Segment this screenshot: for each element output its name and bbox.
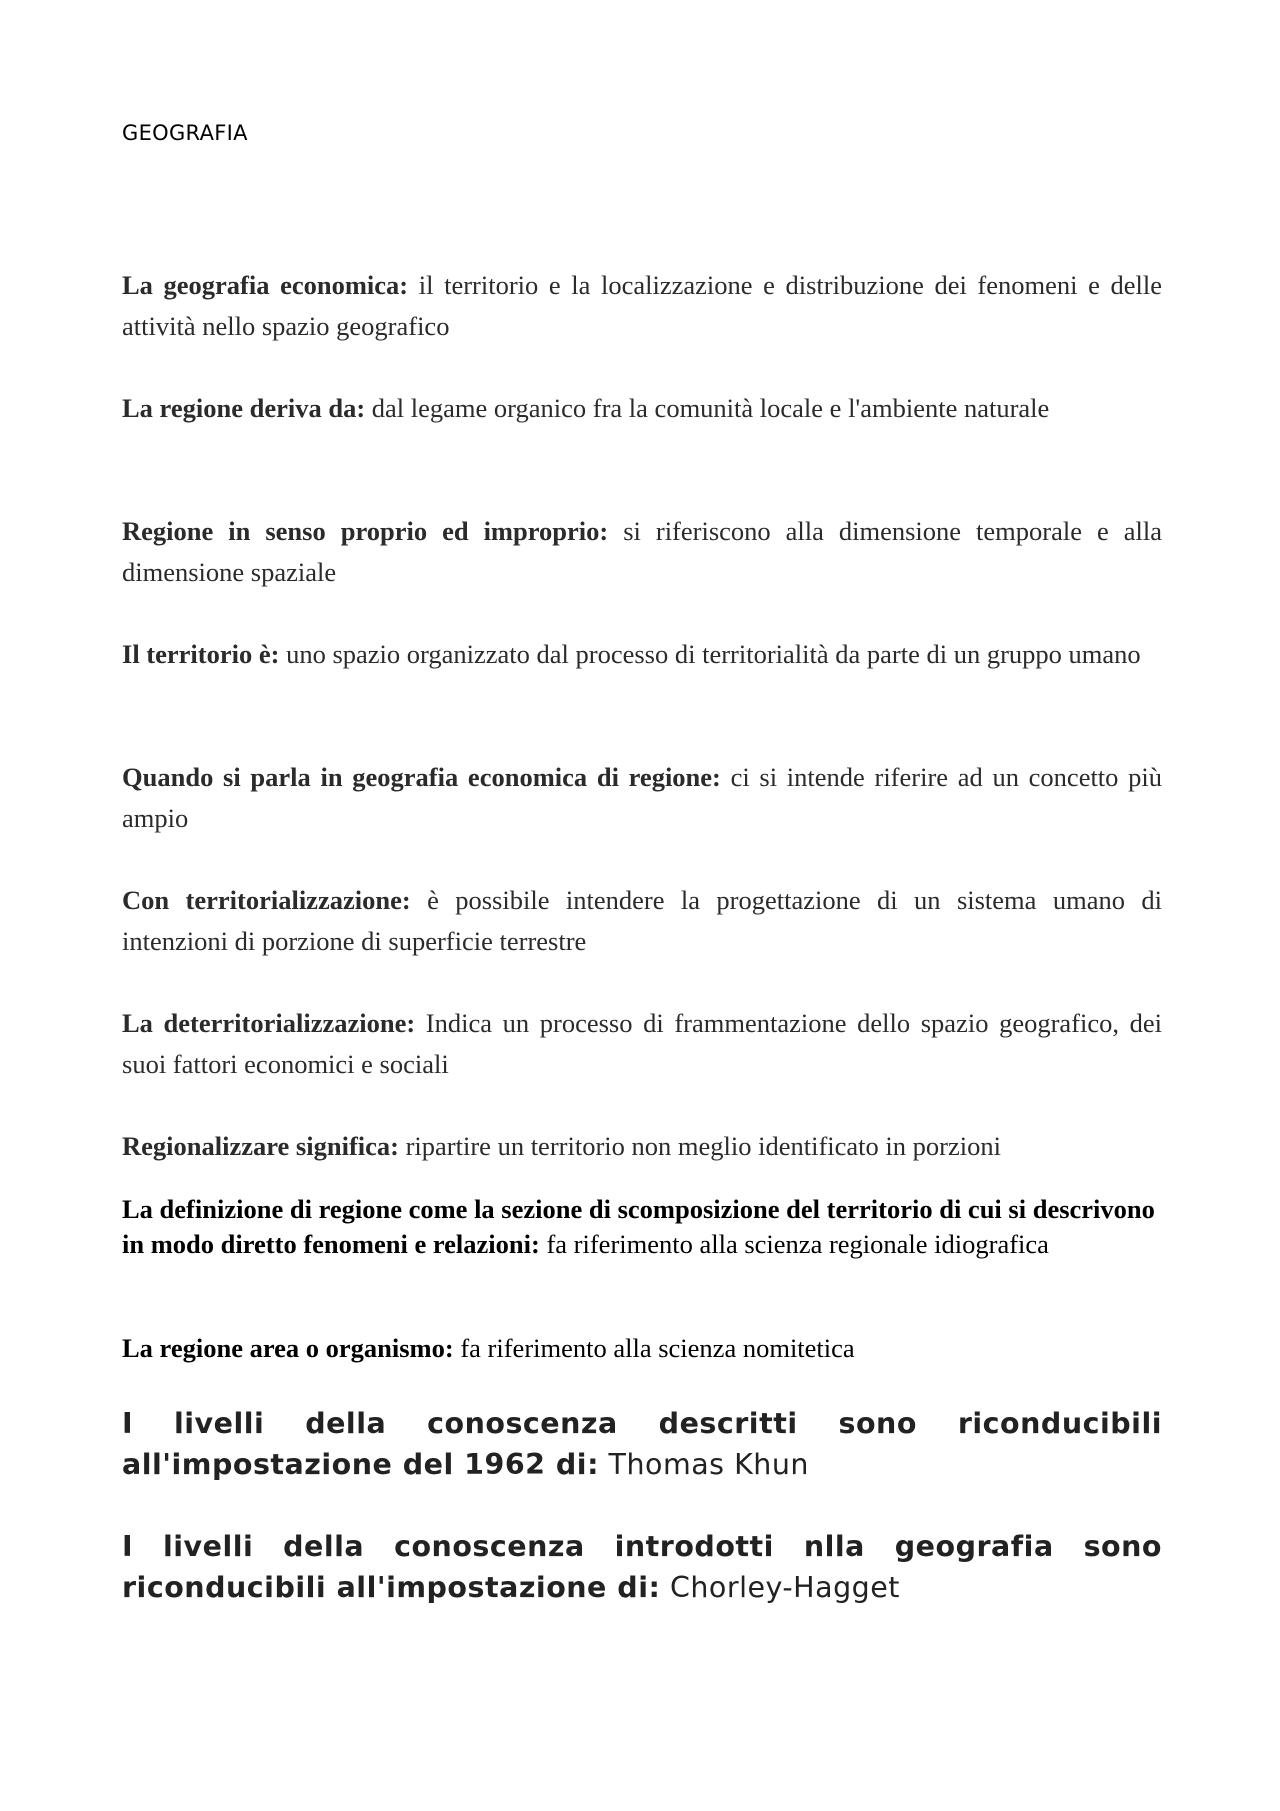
entry-livelli-conoscenza-1962 bbox=[122, 1403, 1162, 1485]
entry-definizione-regione bbox=[122, 1192, 1162, 1262]
entry-text: è possibile intendere la progettazione di un sistema umano di intenzioni di porzione di superficie terrestre bbox=[122, 885, 1162, 956]
entry-livelli-conoscenza-geografia bbox=[122, 1526, 1162, 1608]
entry-regione-senso-proprio bbox=[122, 511, 1162, 593]
entry-term: Regionalizzare significa: bbox=[122, 1131, 399, 1161]
document-title: GEOGRAFIA bbox=[122, 121, 248, 145]
entry-term: La definizione di regione come la sezione di scomposizione del territorio di cui si descrivono in modo diretto fenomeni e relazioni: bbox=[122, 1194, 1155, 1259]
entry-term: Il territorio è: bbox=[122, 639, 280, 669]
entry-geografia-regione bbox=[122, 757, 1162, 839]
entry-territorio bbox=[122, 634, 1162, 675]
entry-text: dal legame organico fra la comunità locale e l'ambiente naturale bbox=[365, 393, 1050, 423]
entry-deterritorializzazione bbox=[122, 1003, 1162, 1085]
entry-term: Regione in senso proprio ed improprio: bbox=[122, 516, 609, 546]
entry-regione-area bbox=[122, 1331, 1162, 1366]
entry-term: La regione area o organismo: bbox=[122, 1333, 454, 1363]
entry-term: La deterritorializzazione: bbox=[122, 1008, 416, 1038]
entry-term: Con territorializzazione: bbox=[122, 885, 411, 915]
entry-term: Quando si parla in geografia economica di regione: bbox=[122, 762, 721, 792]
entry-regione-deriva bbox=[122, 388, 1162, 429]
entry-text: fa riferimento alla scienza nomitetica bbox=[453, 1333, 855, 1363]
entry-text: ripartire un territorio non meglio identificato in porzioni bbox=[398, 1131, 1001, 1161]
entry-text: uno spazio organizzato dal processo di territorialità da parte di un gruppo umano bbox=[279, 639, 1141, 669]
entry-text: Indica un processo di frammentazione dello spazio geografico, dei suoi fattori economici e sociali bbox=[122, 1008, 1162, 1079]
entry-term: La regione deriva da: bbox=[122, 393, 366, 423]
entry-term: I livelli della conoscenza introdotti nlla geografia sono riconducibili all'impostazione di: bbox=[122, 1530, 1162, 1604]
entry-text: si riferiscono alla dimensione temporale e alla dimensione spaziale bbox=[122, 516, 1162, 587]
entry-regionalizzare bbox=[122, 1126, 1162, 1167]
entry-text: Thomas Khun bbox=[598, 1448, 809, 1481]
entry-term: I livelli della conoscenza descritti sono riconducibili all'impostazione del 1962 di: bbox=[122, 1407, 1162, 1481]
entry-text: il territorio e la localizzazione e distribuzione dei fenomeni e delle attività nello spazio geografico bbox=[122, 270, 1162, 341]
entry-text: Chorley-Hagget bbox=[660, 1571, 900, 1604]
entry-territorializzazione bbox=[122, 880, 1162, 962]
entry-text: ci si intende riferire ad un concetto più ampio bbox=[122, 762, 1162, 833]
entry-term: La geografia economica: bbox=[122, 270, 409, 300]
entry-geografia-economica bbox=[122, 265, 1162, 347]
entry-text: fa riferimento alla scienza regionale idiografica bbox=[539, 1229, 1049, 1259]
